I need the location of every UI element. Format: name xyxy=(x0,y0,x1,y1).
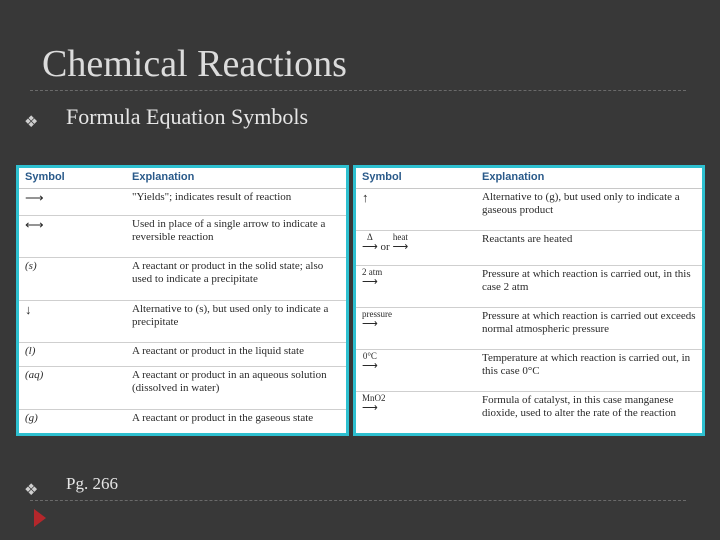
explanation-cell: A reactant or product in an aqueous solution (dissolved in water) xyxy=(126,367,346,409)
symbol-cell: Δ ⟶ or heat ⟶ xyxy=(356,230,476,265)
explanation-cell: A reactant or product in the gaseous state xyxy=(132,411,314,424)
explanation-cell: Pressure at which reaction is carried out exceeds normal atmospheric pressure xyxy=(476,308,702,350)
explanation-cell: Temperature at which reaction is carried out, in this case 0°C xyxy=(476,350,702,392)
symbol-cell: (g) xyxy=(25,411,38,424)
table-row xyxy=(19,342,346,367)
explanation-cell: Formula of catalyst, in this case manganese dioxide, used to alter the rate of the reaction xyxy=(482,394,676,420)
explanation-cell: A reactant or product in the solid state; also used to indicate a precipitate xyxy=(126,258,346,300)
symbol-cell: ↓ xyxy=(19,300,126,342)
table-row xyxy=(356,350,702,392)
table-header-row xyxy=(19,168,346,189)
column-header-symbol: Symbol xyxy=(19,168,126,189)
column-header-explanation: Explanation xyxy=(126,168,346,189)
bullet-text-symbols: Formula Equation Symbols xyxy=(66,104,308,129)
table-header-row xyxy=(356,168,702,189)
explanation-cell: Used in place of a single arrow to indicate a reversible reaction xyxy=(126,216,346,258)
symbol-cell: ⟶ xyxy=(19,189,126,216)
explanation-cell: Alternative to (s), but used only to indicate a precipitate xyxy=(126,300,346,342)
symbol-cell: 2 atm ⟶ xyxy=(356,266,476,308)
symbol-cell: (l) xyxy=(19,342,126,367)
footer-divider xyxy=(30,500,686,501)
table-row xyxy=(19,367,346,409)
column-header-symbol: Symbol xyxy=(356,168,476,189)
table-row xyxy=(19,216,346,258)
symbol-cell: (aq) xyxy=(19,367,126,409)
symbol-cell: (s) xyxy=(19,258,126,300)
table-row xyxy=(19,258,346,300)
table-row xyxy=(356,266,702,308)
symbol-cell: 0°C ⟶ xyxy=(356,350,476,392)
title-divider xyxy=(30,90,686,91)
explanation-cell: Alternative to (g), but used only to indicate a gaseous product xyxy=(476,189,702,231)
explanation-cell: Pressure at which reaction is carried out, in this case 2 atm xyxy=(476,266,702,308)
table-row xyxy=(19,409,346,433)
symbol-cell: MnO2 ⟶ xyxy=(362,393,386,415)
bullet-icon: ❖ xyxy=(24,112,39,131)
symbol-cell: ↑ xyxy=(356,189,476,231)
symbol-cell: pressure ⟶ xyxy=(356,308,476,350)
bullet-text-page-ref: Pg. 266 xyxy=(66,474,118,493)
bullet-icon: ❖ xyxy=(24,480,39,499)
slide-corner-marker xyxy=(34,509,46,527)
symbols-table-left xyxy=(16,165,349,436)
table-row xyxy=(356,189,702,231)
table-row xyxy=(19,300,346,342)
symbols-table-right xyxy=(353,165,705,436)
table-row xyxy=(356,308,702,350)
explanation-cell: Reactants are heated xyxy=(476,230,702,265)
table-row xyxy=(356,230,702,265)
table-row xyxy=(356,392,702,433)
explanation-cell: "Yields"; indicates result of reaction xyxy=(126,189,346,216)
symbol-cell: ⟷ xyxy=(19,216,126,258)
column-header-explanation: Explanation xyxy=(476,168,702,189)
explanation-cell: A reactant or product in the liquid state xyxy=(126,342,346,367)
slide-title: Chemical Reactions xyxy=(42,43,347,85)
table-row xyxy=(19,189,346,216)
